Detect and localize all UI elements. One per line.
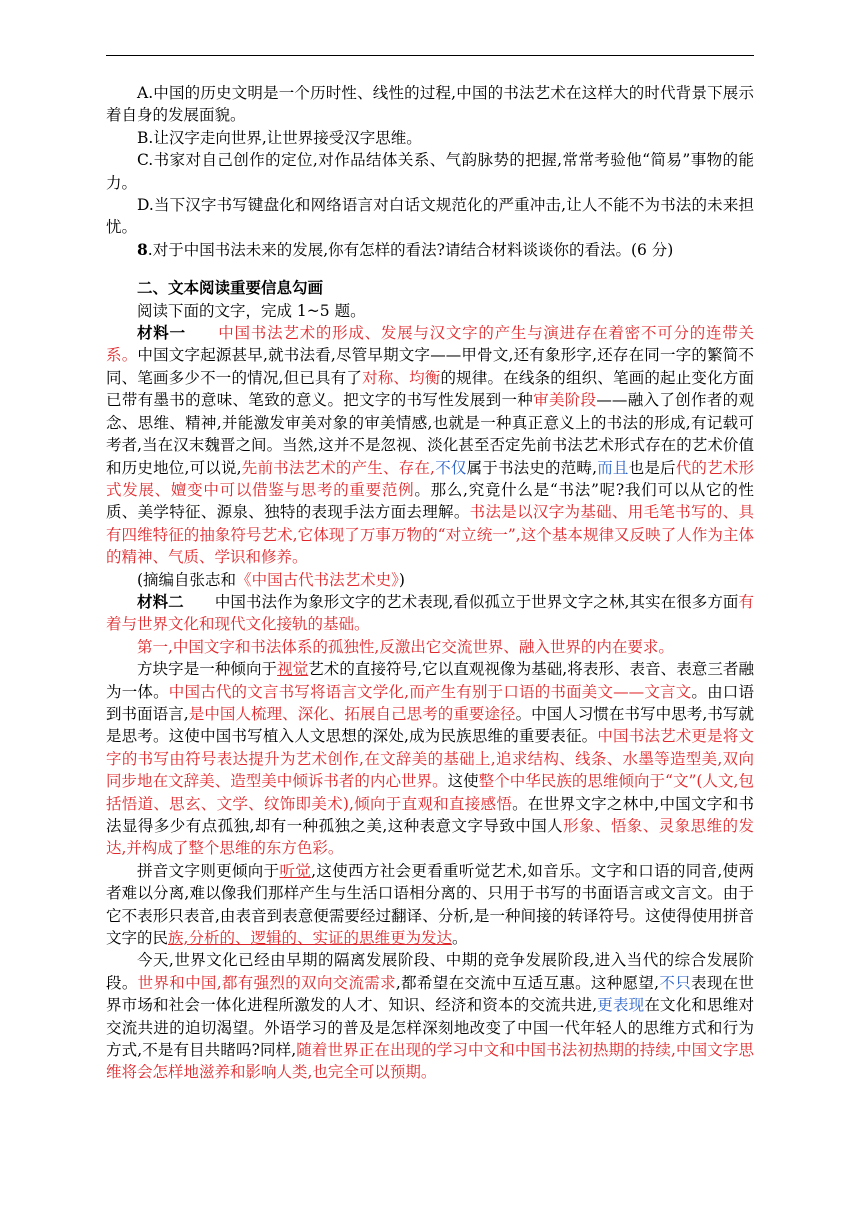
body-text: 拼音文字则更倾向于 (137, 861, 280, 880)
body-text: 。在世界文字之林中,中国文字和书法显得多少有点孤独,却有一种孤独之美,这种表意文字导致中国人 (106, 794, 754, 835)
highlight-text: 中国书法艺术更是将文字的书写由符号表达提升为艺术创作,在文辞美的基础上,追求结构、线条、水墨等造型美,双向同步地在文辞美、造型美中倾诉书者的内心世界。 (106, 727, 754, 791)
world-culture-paragraph (106, 949, 754, 1083)
body-text: 。中国人习惯在书写中思考,书写就是思考。这使中国书写植入人文思想的深处,成为民族思维的重要表征。 (106, 704, 754, 746)
highlight-text: 中国古代的文言书写将语言文学化,而产生有别于口语的书面美文——文言文 (168, 682, 692, 701)
question-number: 8 (137, 239, 148, 259)
highlight-text: 是中国人梳理、深化、拓展自己思考的重要途径 (188, 704, 516, 723)
header-rule (106, 55, 754, 56)
source-citation (106, 569, 754, 591)
body-text: 这使 (447, 772, 479, 791)
section-instruction: 阅读下面的文字，完成 1~5 题。 (137, 301, 366, 320)
material-two-label: 材料二 (137, 591, 184, 611)
citation-text: (摘编自张志和 (137, 570, 237, 589)
underlined-text: 听觉 (279, 861, 312, 880)
question-text: .对于中国书法未来的发展,你有怎样的看法?请结合材料谈谈你的看法。(6 分) (147, 240, 674, 259)
connective-text: 不只 (659, 973, 692, 992)
body-text: ,这使西方社会更看重听觉艺术,如音乐。文字和口语的同音,使两者难以分离,难以像我们那样产生与生活口语相分离的、只用于书写的书面语言或文言文。由于它不表形只表音,由表音到表意便需要经过翻译、分析,是一种间接的转译符号。这使得使用拼音文字的民 (106, 861, 754, 948)
option-c: C.书家对自己创作的定位,对作品结体关系、气韵脉势的把握,常常考验他“简易”事物的能力。 (106, 151, 754, 192)
highlight-text: 书法是以汉字为基础、用毛笔书写的、具有四维特征的抽象符号艺术,它体现了万事万物的“对立统一”,这个基本规律又反映了人作为主体的精神、气质、学识和修养。 (106, 503, 754, 567)
body-text: ,都希望在交流中互适互惠。这种愿望, (395, 973, 660, 992)
body-text: 。由口语到书面语言, (106, 682, 754, 723)
underlined-text: 族,分析的、逻辑的、实证的思维更为发达 (168, 929, 452, 948)
highlight-text: 随着世界正在出现的学习中文和中国书法初热期的持续,中国文字思维将会怎样地滋养和影响人类,也完全可以预期。 (106, 1041, 754, 1082)
body-text: 表现在世界市场和社会一体化进程所激发的人才、知识、经济和资本的交流共进, (106, 973, 754, 1015)
highlight-text: 世界和中国,都有强烈的双向交流需求 (137, 973, 396, 992)
highlight-text: 中国书法艺术的形成、发展与汉文字的产生与演进存在着密不可分的连带关系。 (106, 324, 754, 365)
point-one: 第一,中国文字和书法体系的孤独性,反激出它交流世界、融入世界的内在要求。 (137, 637, 674, 656)
square-character-paragraph (106, 658, 754, 860)
phonetic-script-paragraph (106, 860, 754, 950)
body-text: 今天,世界文化已经由早期的隔离发展阶段、中期的竞争发展阶段,进入当代的综合发展阶段。 (106, 951, 754, 992)
option-b: B.让汉字走向世界,让世界接受汉字思维。 (137, 128, 422, 147)
connective-text: 更表现 (597, 996, 645, 1015)
body-text: 也是后 (628, 458, 676, 477)
option-d: D.当下汉字书写键盘化和网络语言对白话文规范化的严重冲击,让人不能不为书法的未来担忧。 (106, 196, 754, 237)
body-text: 方块字是一种倾向于 (137, 660, 278, 679)
body-text: ——融入了创作者的观念、思维、精神,并能激发审美对象的审美情感,也就是一种真正意义上的书法的形成,有记载可考者,当在汉末魏晋之间。当然,这并不是忽视、淡化甚至否定先前书法艺术形式存在的艺术价值和历史地位,可以说, (106, 391, 754, 477)
body-text: 。那么,究竟什么是“书法”呢?我们可以从它的性质、美学特征、源泉、独特的表现手法方面去理解。 (106, 480, 754, 522)
material-one-paragraph (106, 322, 754, 568)
question-8 (106, 239, 754, 261)
body-text: 中国文字起源甚早,就书法看,尽管早期文字——甲骨文,还有象形字,还存在同一字的繁简不同、笔画多少不一的情况,但已具有了 (106, 346, 754, 387)
body-text: 的规律。在线条的组织、笔画的起止变化方面已带有墨书的意味、笔致的意义。把文字的书写性发展到一种 (106, 368, 754, 410)
document-page (106, 82, 754, 1084)
body-text: 。 (451, 929, 468, 948)
material-one-label: 材料一 (137, 323, 186, 343)
connective-text: 不仅 (435, 458, 467, 477)
body-text: 艺术的直接符号,它以直观视像为基础,将表形、表音、表意三者融为一体。 (106, 660, 754, 701)
body-text: 中国书法作为象形文字的艺术表现,看似孤立于世界文字之林,其实在很多方面 (214, 592, 739, 611)
highlight-text: 整个中华民族的思维倾向于“文”(人文,包括悟道、思玄、文学、纹饰即美术),倾向于直观和直接感悟 (106, 772, 754, 813)
highlight-text: 形象、悟象、灵象思维的发达,并构成了整个思维的东方色彩。 (106, 817, 754, 858)
highlight-text: 代的艺术形式发展、嬗变中可以借鉴与思考的重要范例 (106, 458, 754, 499)
citation-text: ) (398, 570, 405, 589)
book-title: 《中国古代书法艺术史》 (236, 570, 399, 589)
body-text: 在文化和思维对交流共进的迫切渴望。外语学习的普及是怎样深刻地改变了中国一代年轻人的思维方式和行为方式,不是有目共睹吗?同样, (106, 996, 754, 1060)
section-gap (106, 261, 754, 277)
body-text: 属于书法史的范畴, (466, 458, 598, 477)
highlight-text: 先前书法艺术的产生、存在, (241, 458, 435, 477)
section-heading: 二、文本阅读重要信息勾画 (137, 278, 324, 298)
highlight-text: 有着与世界文化和现代文化接轨的基础。 (106, 592, 754, 634)
underlined-text: 视觉 (277, 660, 309, 679)
connective-text: 而且 (597, 458, 629, 477)
option-a: A.中国的历史文明是一个历时性、线性的过程,中国的书法艺术在这样大的时代背景下展示着自身的发展面貌。 (106, 84, 754, 125)
material-two-paragraph (106, 591, 754, 636)
highlight-text: 审美阶段 (533, 391, 597, 410)
highlight-text: 对称、均衡 (362, 368, 441, 387)
